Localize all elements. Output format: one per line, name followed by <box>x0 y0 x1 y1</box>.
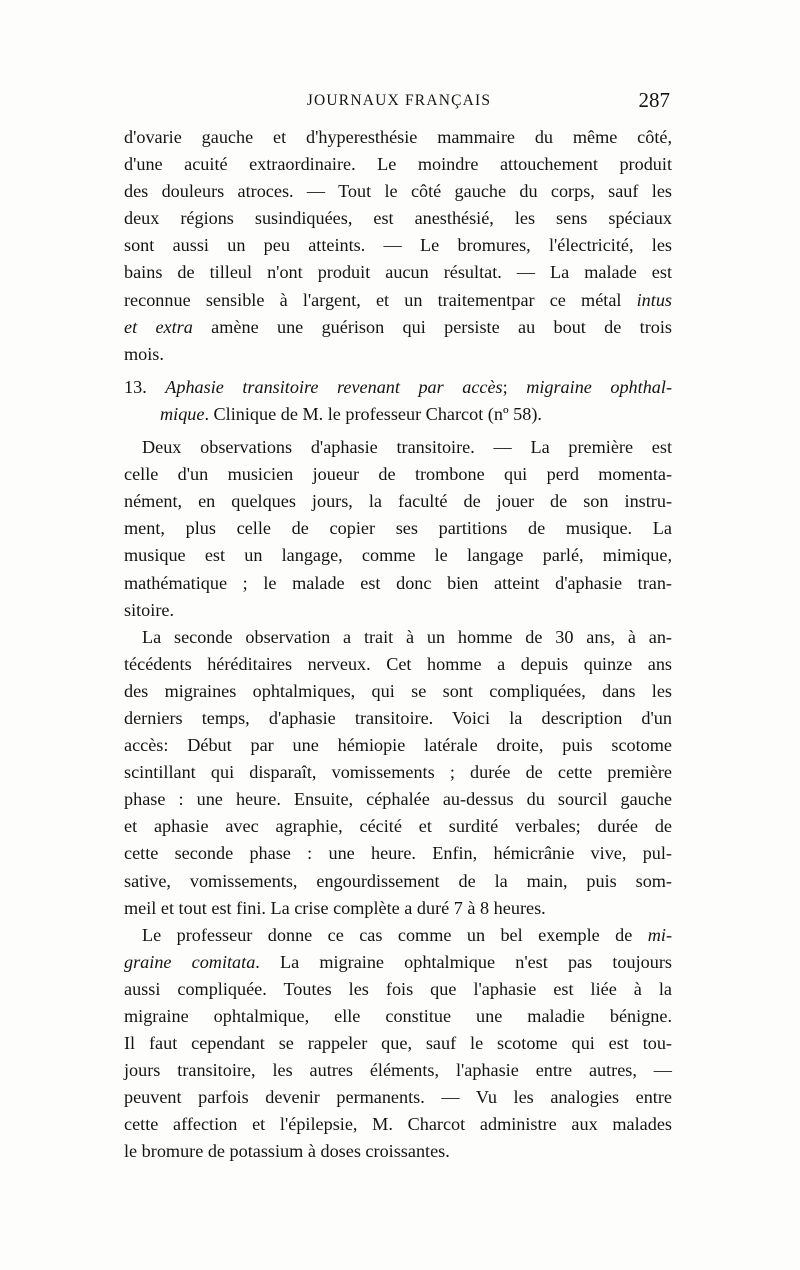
text-line: et aphasie avec agraphie, cécité et surdité verbales; durée de <box>124 816 672 837</box>
text-line: d'une acuité extraordinaire. Le moindre attouchement produit <box>124 154 672 175</box>
text-line: jours transitoire, les autres éléments, l'aphasie entre autres, — <box>124 1060 672 1081</box>
text-line: meil et tout est fini. La crise complète a duré 7 à 8 heures. <box>124 897 546 918</box>
text-run: reconnue sensible à l'argent, et un traitementpar ce métal <box>124 289 637 310</box>
page-number: 287 <box>638 88 670 112</box>
text-line: cette seconde phase : une heure. Enfin, hémicrânie vive, pul- <box>124 843 672 864</box>
section-heading-line-2 <box>124 401 672 428</box>
text-line: des douleurs atroces. — Tout le côté gauche du corps, sauf les <box>124 181 672 202</box>
text-run: amène une guérison qui persiste au bout de trois <box>192 316 673 337</box>
running-head <box>124 88 674 118</box>
text-line: d'ovarie gauche et d'hyperesthésie mammaire du même côté, <box>124 127 672 147</box>
text-line: cette affection et l'épilepsie, M. Charcot administre aux malades <box>124 1114 672 1135</box>
text-run: Le professeur donne ce cas comme un bel exemple de <box>142 924 648 945</box>
text-line: deux régions susindiquées, est anesthésié, les sens spéciaux <box>124 208 672 229</box>
text-line: mois. <box>124 343 164 364</box>
text-run: ; <box>502 376 527 397</box>
italic-run: intus <box>636 289 672 310</box>
section-source: . Clinique de M. le professeur Charcot (nº 58). <box>204 403 542 424</box>
text-line: bains de tilleul n'ont produit aucun résultat. — La malade est <box>124 262 672 283</box>
text-line: aussi compliquée. Toutes les fois que l'aphasie est liée à la <box>124 978 672 999</box>
italic-run: et extra <box>124 316 193 337</box>
section-heading <box>124 374 672 401</box>
text-line: nément, en quelques jours, la faculté de jouer de son instru- <box>124 491 672 512</box>
text-line: peuvent parfois devenir permanents. — Vu les analogies entre <box>124 1087 672 1108</box>
text-line <box>124 287 672 314</box>
text-line: le bromure de potassium à doses croissantes. <box>124 1141 450 1162</box>
text-line: sative, vomissements, engourdissement de la main, puis som- <box>124 870 672 891</box>
section-title: migraine ophthal- <box>526 376 673 397</box>
text-line: des migraines ophtalmiques, qui se sont compliquées, dans les <box>124 680 672 701</box>
text-line: Deux observations d'aphasie transitoire. — La première est <box>142 437 672 458</box>
text-line: celle d'un musicien joueur de trombone qui perd momenta- <box>124 464 672 485</box>
text-line: migraine ophtalmique, elle constitue une maladie bénigne. <box>124 1006 672 1026</box>
text-line: derniers temps, d'aphasie transitoire. Voici la description d'un <box>124 707 672 728</box>
section-number: 13. <box>124 376 166 397</box>
text-line <box>124 949 672 976</box>
italic-run: graine comitata <box>124 951 256 972</box>
text-line: Il faut cependant se rappeler que, sauf le scotome qui est tou- <box>124 1033 672 1054</box>
text-line <box>124 922 672 949</box>
text-line: accès: Début par une hémiopie latérale droite, puis scotome <box>124 735 672 756</box>
text-line: phase : une heure. Ensuite, céphalée au-dessus du sourcil gauche <box>124 789 672 810</box>
italic-run: mi- <box>647 924 672 945</box>
text-line: musique est un langage, comme le langage parlé, mimique, <box>124 545 672 566</box>
text-line: mathématique ; le malade est donc bien atteint d'aphasie tran- <box>124 572 672 593</box>
text-line: técédents héréditaires nerveux. Cet homme a depuis quinze ans <box>124 653 672 674</box>
section-title: Aphasie transitoire revenant par accès <box>165 376 503 397</box>
text-line <box>124 314 672 341</box>
text-line: scintillant qui disparaît, vomissements ; durée de cette première <box>124 762 672 783</box>
text-line: sont aussi un peu atteints. — Le bromures, l'électricité, les <box>124 235 672 256</box>
body-text <box>124 124 672 1166</box>
running-title: JOURNAUX FRANÇAIS <box>306 92 492 109</box>
text-line: ment, plus celle de copier ses partitions de musique. La <box>124 518 672 539</box>
section-title: mique <box>160 403 205 424</box>
text-line: sitoire. <box>124 599 175 620</box>
text-run: . La migraine ophtalmique n'est pas toujours <box>255 951 672 972</box>
text-line: La seconde observation a trait à un homme de 30 ans, à an- <box>142 626 672 647</box>
